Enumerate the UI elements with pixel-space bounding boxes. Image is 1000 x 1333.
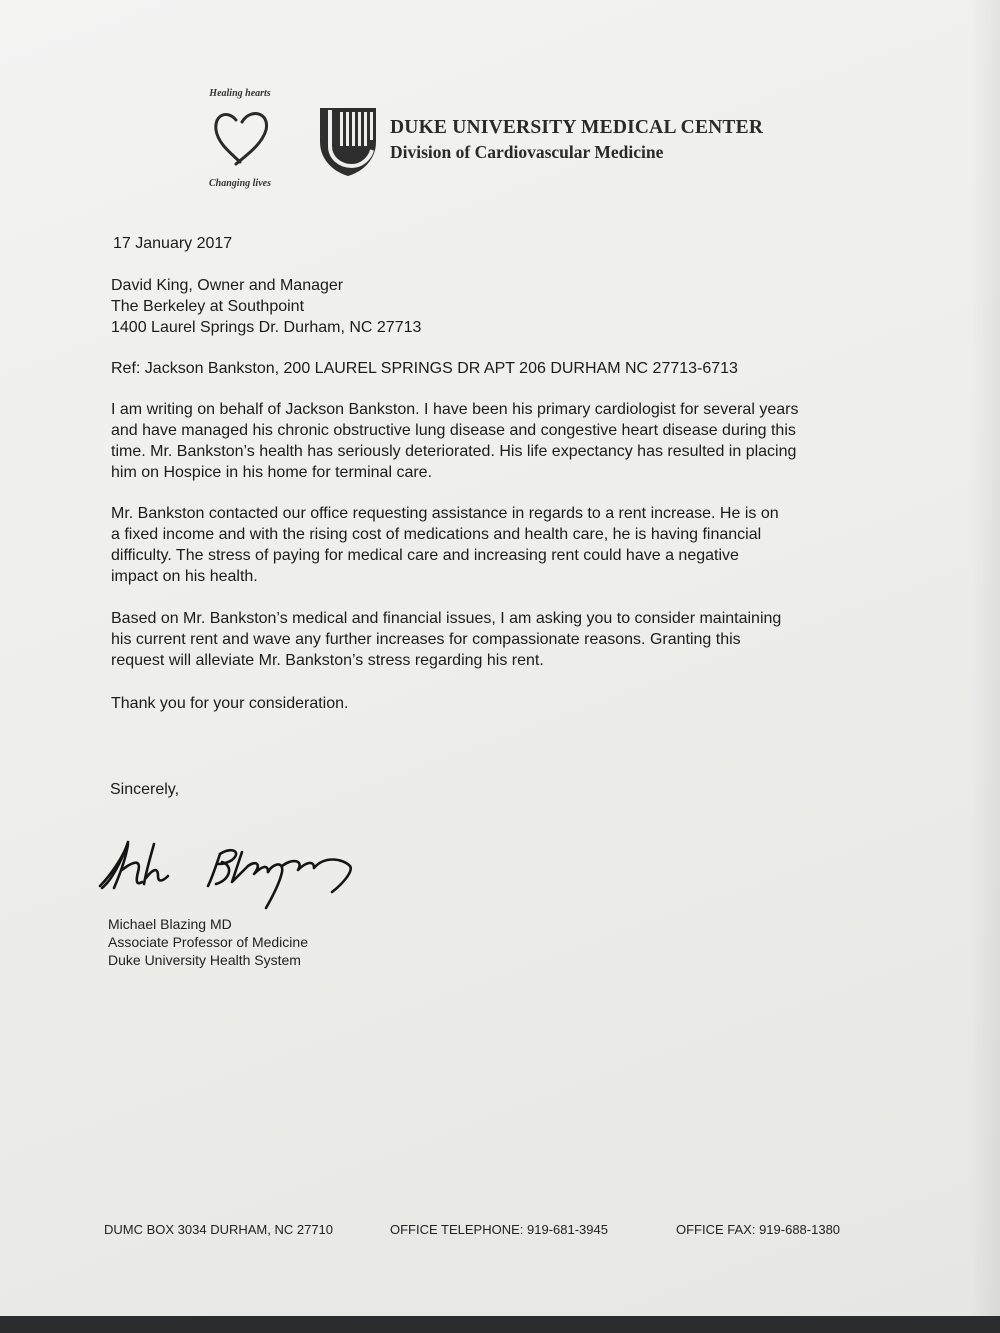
institution-name: DUKE UNIVERSITY MEDICAL CENTER: [390, 117, 764, 138]
paragraph-line: Mr. Bankston contacted our office requesting assistance in regards to a rent increase. He is on: [111, 505, 779, 522]
paragraph-line: his current rent and wave any further increases for compassionate reasons. Granting this: [111, 631, 741, 648]
heart-icon: [210, 106, 272, 172]
paragraph-line: a fixed income and with the rising cost of medications and health care, he is having financial: [111, 526, 762, 543]
recipient-line: David King, Owner and Manager: [111, 277, 344, 294]
duke-shield-icon: [318, 106, 378, 178]
footer-fax: OFFICE FAX: 919-688-1380: [676, 1222, 841, 1237]
paragraph-line: request will alleviate Mr. Bankston’s stress regarding his rent.: [111, 652, 544, 669]
reference-line: Ref: Jackson Bankston, 200 LAUREL SPRINGS DR APT 206 DURHAM NC 27713-6713: [111, 360, 738, 377]
division-name: Division of Cardiovascular Medicine: [390, 142, 664, 162]
paragraph-line: and have managed his chronic obstructive lung disease and congestive heart disease during this: [111, 422, 796, 439]
footer-telephone: OFFICE TELEPHONE: 919-681-3945: [390, 1222, 608, 1237]
body-paragraph-3: [111, 608, 921, 671]
logo-tagline-bottom: Changing lives: [209, 178, 271, 189]
page-shadow: [970, 0, 1000, 1316]
closing: Sincerely,: [110, 781, 180, 798]
recipient-address: [111, 275, 921, 338]
letter-date: 17 January 2017: [113, 235, 233, 252]
handwritten-signature: [92, 836, 362, 916]
paragraph-line: time. Mr. Bankston’s health has seriously deteriorated. His life expectancy has resulted in placing: [111, 443, 797, 460]
recipient-line: The Berkeley at Southpoint: [111, 298, 305, 315]
paragraph-line: impact on his health.: [111, 568, 258, 585]
signer-title: Associate Professor of Medicine: [108, 934, 308, 950]
paragraph-line: difficulty. The stress of paying for medical care and increasing rent could have a negative: [111, 547, 739, 564]
paragraph-line: Based on Mr. Bankston’s medical and financial issues, I am asking you to consider maintaining: [111, 610, 782, 627]
signer-name: Michael Blazing MD: [108, 916, 232, 932]
signer-organization: Duke University Health System: [108, 952, 301, 968]
recipient-line: 1400 Laurel Springs Dr. Durham, NC 27713: [111, 319, 422, 336]
healing-hearts-logo: [200, 88, 280, 192]
paragraph-line: him on Hospice in his home for terminal care.: [111, 464, 433, 481]
paragraph-line: I am writing on behalf of Jackson Bankston. I have been his primary cardiologist for several years: [111, 401, 799, 418]
thanks-line: Thank you for your consideration.: [111, 695, 349, 712]
footer-address: DUMC BOX 3034 DURHAM, NC 27710: [104, 1222, 334, 1237]
logo-tagline-top: Healing hearts: [209, 88, 271, 99]
body-paragraph-1: [111, 399, 921, 483]
signer-block: [108, 915, 308, 969]
body-paragraph-2: [111, 503, 921, 587]
